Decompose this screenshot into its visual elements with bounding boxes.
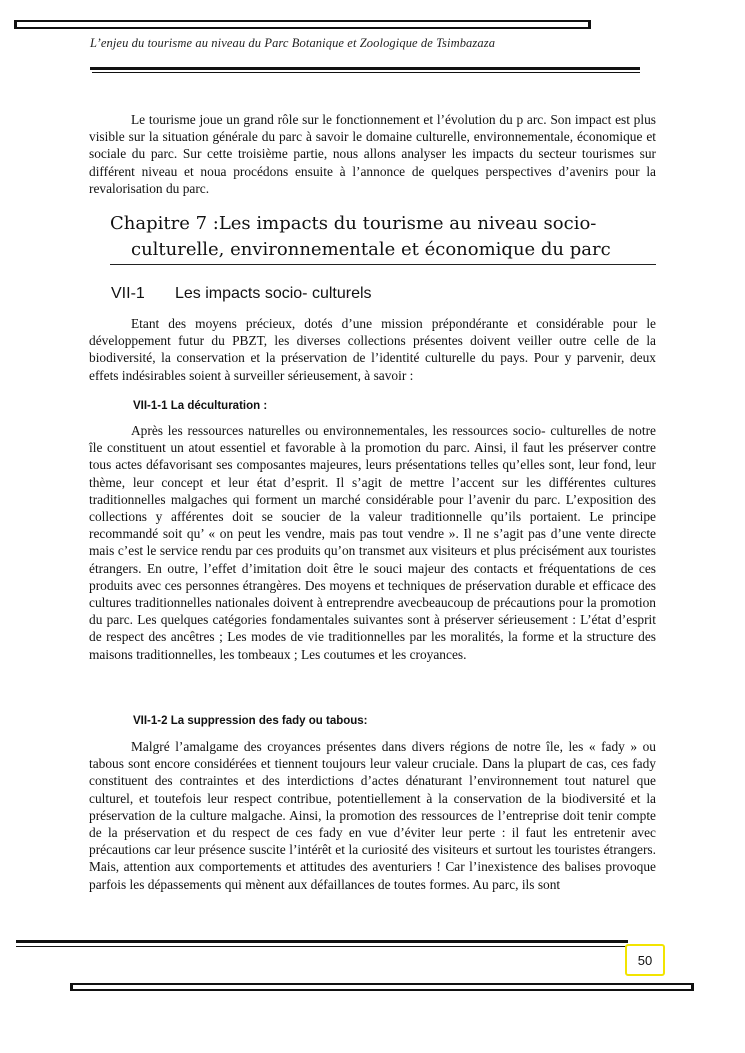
subsection-2-heading: VII-1-2 La suppression des fady ou tabous: [133, 715, 368, 727]
subsection-1-heading: VII-1-1 La déculturation : [133, 400, 268, 412]
top-frame-bottom-line [14, 27, 591, 29]
header-rule-thin [92, 72, 640, 73]
section-paragraph [89, 315, 656, 384]
running-header: L’enjeu du tourisme au niveau du Parc Botanique et Zoologique de Tsimbazaza [90, 36, 496, 50]
page-number [625, 944, 665, 976]
subsection-2-paragraph [89, 738, 656, 893]
section-title: Les impacts socio- culturels [175, 285, 372, 302]
section-heading [111, 285, 372, 303]
subsection-1-paragraph [89, 422, 656, 663]
chapter-heading [110, 211, 656, 265]
section-number: VII-1 [111, 285, 145, 302]
page-number-text: 50 [637, 952, 653, 968]
section-text: Etant des moyens précieux, dotés d’une mission prépondérante et considérable pour le développement futur du PBZT, les diverses collections présentes doivent veiller outre celle de la biodiversité, la conservation et la préservation de l’identité culturelle du pays. Pour y parvenir, deux effets indésirables soient à surveiller sérieusement, à savoir : [89, 316, 656, 383]
footer-frame-bottom-line [70, 989, 694, 991]
intro-text: Le tourisme joue un grand rôle sur le fonctionnement et l’évolution du p arc. Son impact est plus visible sur la situation générale du parc à savoir le domaine culturelle, environnementale, économique et sociale du parc. Sur cette troisième partie, nous allons analyser les impacts du secteur tourismes sur différent niveau et noua procédons ensuite à l’annonce de quelques perspectives d’avenirs pour la revalorisation du parc. [89, 112, 656, 196]
subsection-1-text: Après les ressources naturelles ou environnementales, les ressources socio- culturelles de notre île constituent un atout essentiel et favorable à la promotion du parc. Ainsi, il faut les préserver contre tous actes défavorisant ses composantes majeures, leurs présentations telles qu’elles sont, leur fond, leur thème, leur concept et leur état d’esprit. Il s’agit de mettre l’accent sur les différentes cultures traditionnelles malgaches qui forment un marché considérable pour l’avenir du parc. L’exposition des collections y afférentes doit se soucier de la valeur traditionnelle qu’ils portaient. Le principe recommandé soit qu’ « on peut les vendre, mais pas tout vendre ». Il ne s’agit pas d’une vente directe mais c’est le service rendu par ces produits qu’on transmet aux visiteurs et plus précisément aux touristes étrangers. En outre, l’effet d’imitation doit être le souci majeur des contacts et fréquentations de ces produits avec ces personnes étrangères. Des moyens et techniques de préservation durable et efficace des cultures traditionnelles nationales doivent à entreprendre avecbeaucoup de précautions pour la promotion du parc. Les quelques catégories fondamentales suivantes sont à préserver sérieusement : L’état d’esprit de respect des ancêtres ; Les modes de vie traditionnelles par les moralités, la forme et la structure des maisons traditionnelles, les tombeaux ; Les coutumes et les croyances. [89, 423, 656, 662]
chapter-heading-line1: Chapitre 7 :Les impacts du tourisme au niveau socio- [110, 213, 597, 234]
header-rule-thick [90, 67, 640, 70]
footer-frame-right-bar [691, 983, 694, 991]
top-frame-right-bar [588, 20, 591, 29]
subsection-2-text: Malgré l’amalgame des croyances présentes dans divers régions de notre île, les « fady » ou tabous sont encore considérées et tiennent toujours leur valeur cruciale. Dans la plupart de cas, ces fady constituent des contraintes et des interdictions d’actes dénaturant l’environnement tout naturel que culturel, et toutefois leur respect contribue, potentiellement à la conservation de la biodiversité et la préservation de la culture malgache. Ainsi, la promotion des ressources de l’entreprise doit tenir compte de la préservation et du respect de ces fady en vue d’éviter leur perte : il faut les entretenir avec précautions car leur présence suscite l’intérêt et la curiosité des visiteurs et surtout les touristes étrangers. Mais, attention aux comportements et attitudes des aventuriers ! Car l’inexistence des balises provoque parfois les dépassements qui mènent aux défaillances de toutes formes. Au parc, ils sont [89, 739, 656, 892]
footer-rule-upper-thin [16, 946, 628, 947]
footer-frame-top-line [70, 983, 694, 985]
chapter-heading-line2: culturelle, environnementale et économique du parc [131, 239, 611, 260]
top-frame-top-line [14, 20, 591, 22]
intro-paragraph [89, 111, 656, 197]
footer-rule-upper [16, 940, 628, 943]
